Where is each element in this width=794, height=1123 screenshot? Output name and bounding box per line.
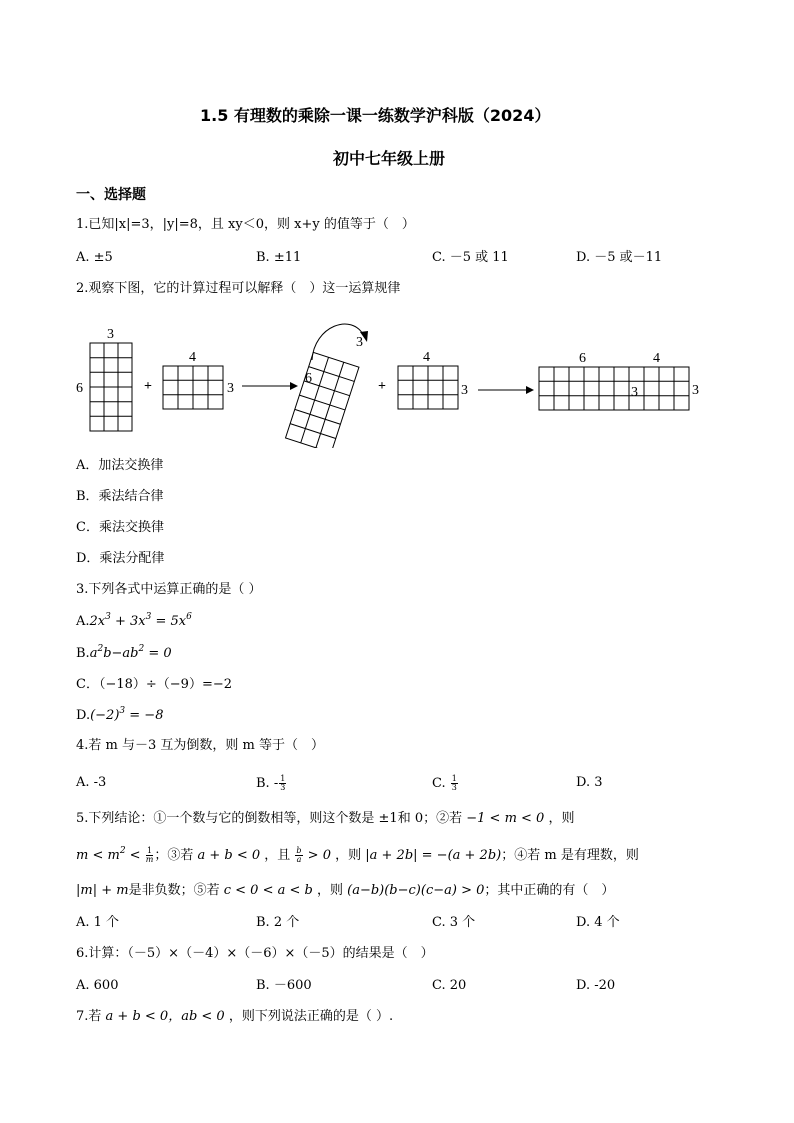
q5-option-c: C. 3 个	[432, 915, 476, 930]
q3-option-c: C．（−18）÷（−9）=−2	[76, 677, 232, 692]
q4-b-frac-den: 3	[280, 783, 286, 792]
q7-stem-a: 7.若	[76, 1009, 102, 1024]
q5-option-d: D. 4 个	[576, 915, 620, 930]
question-5-line-2: $m < m^2$ < $\frac{1}{m}$ ；③若 a + b < 0 ，且 $\frac{b}{a}$ > 0 ，则 |a + 2b| = −(a + 2b)；④若 m 是有理数，则	[76, 846, 639, 864]
q5-line1-text: 5.下列结论：①一个数与它的倒数相等，则这个数是 ±1和 0；②若	[76, 811, 463, 826]
q5-line3-a: 是非负数；⑤若	[128, 883, 220, 898]
fig-label-3-rot: 3	[356, 335, 363, 350]
q4-option-c-label: C.	[432, 776, 446, 791]
q2-option-d: D．乘法分配律	[76, 551, 165, 566]
q4-option-a: A. -3	[76, 775, 107, 790]
question-6-stem: 6.计算：（－5）×（－4）×（－6）×（－5）的结果是（ ）	[76, 946, 434, 961]
fig-plus-1: +	[144, 379, 152, 394]
fig-label-3-top: 3	[107, 327, 114, 342]
q6-option-c: C. 20	[432, 978, 467, 993]
page-title: 1.5 有理数的乘除一课一练数学沪科版（2024）	[200, 106, 551, 125]
question-3-stem: 3.下列各式中运算正确的是（ ）	[76, 582, 262, 597]
q1-option-a: A. ±5	[76, 250, 113, 265]
fig-label-6-left: 6	[76, 381, 83, 396]
multiplication-distributive-figure	[70, 318, 710, 448]
q3-option-a-label: A.	[76, 614, 90, 629]
fig-plus-2: +	[378, 379, 386, 394]
fig-label-4-long: 4	[653, 351, 660, 366]
q6-option-a: A. 600	[76, 978, 119, 993]
q2-option-b: B．乘法结合律	[76, 489, 164, 504]
q5-line3-b: ，则	[316, 883, 343, 898]
q1-option-c: C. －5 或 11	[432, 250, 509, 265]
fig-label-3-inner: 3	[631, 385, 638, 400]
fig-label-3-long-right: 3	[692, 383, 699, 398]
fig-label-6-rot: 6	[305, 371, 312, 386]
q4-option-b	[256, 775, 287, 792]
q5-line1-tail: ，则	[548, 811, 575, 826]
fig-label-6-long: 6	[579, 351, 586, 366]
q5-option-b: B. 2 个	[256, 915, 300, 930]
q4-option-d: D. 3	[576, 775, 603, 790]
q3-option-b: $B.a^2b-ab^2 = 0$	[76, 644, 172, 661]
q3-option-d-label: D.	[76, 708, 91, 723]
q7-stem-b: ，则下列说法正确的是（ ）.	[228, 1009, 394, 1024]
question-4-stem: 4.若 m 与－3 互为倒数，则 m 等于（ ）	[76, 738, 324, 753]
q5-line2-b: ，且	[264, 848, 291, 863]
q2-option-a: A．加法交换律	[76, 458, 164, 473]
q3-option-b-label: B.	[76, 646, 90, 661]
q5-line2-a: ；③若	[154, 848, 194, 863]
fig-label-3-right-2: 3	[461, 383, 468, 398]
q6-option-b: B. －600	[256, 978, 312, 993]
question-1-stem: 1.已知|x|=3，|y|=8，且 xy＜0，则 x+y 的值等于（ ）	[76, 217, 415, 232]
q6-option-d: D. -20	[576, 978, 616, 993]
question-2-stem: 2.观察下图，它的计算过程可以解释（ ）这一运算规律	[76, 281, 401, 296]
q4-option-b-label: B. -	[256, 776, 279, 791]
page-subtitle: 初中七年级上册	[333, 149, 446, 168]
fig-label-4-top: 4	[189, 350, 196, 365]
q5-line3-c: ；其中正确的有（ ）	[484, 883, 615, 898]
fig-label-3-right: 3	[227, 381, 234, 396]
question-7-stem: 7.若 a + b < 0，ab < 0 ，则下列说法正确的是（ ）.	[76, 1009, 394, 1024]
q3-option-d: $D.(-2)^3 = -8$	[76, 706, 164, 723]
q1-option-b: B. ±11	[256, 250, 302, 265]
fig-label-4-top-2: 4	[423, 350, 430, 365]
q5-line2-d: ；④若 m 是有理数，则	[501, 848, 639, 863]
q5-option-a: A. 1 个	[76, 915, 120, 930]
question-5-line-3: |m| + m是非负数；⑤若 c < 0 < a < b ，则 (a−b)(b−c)(c−a) > 0；其中正确的有（ ）	[76, 883, 615, 898]
q4-c-frac-den: 3	[451, 783, 457, 792]
q5-line2-c: ，则	[335, 848, 362, 863]
q3-option-a: $A.2x^3 + 3x^3 = 5x^6$	[76, 612, 192, 629]
q4-b-frac-num: 1	[280, 774, 286, 783]
section-heading: 一、选择题	[76, 187, 146, 203]
q4-c-frac-num: 1	[451, 774, 457, 783]
question-5-line-1: 5.下列结论：①一个数与它的倒数相等，则这个数是 ±1和 0；②若 −1 < m < 0 ，则	[76, 811, 575, 826]
q4-option-c	[432, 775, 459, 792]
q1-option-d: D. －5 或－11	[576, 250, 663, 265]
q2-option-c: C．乘法交换律	[76, 520, 164, 535]
